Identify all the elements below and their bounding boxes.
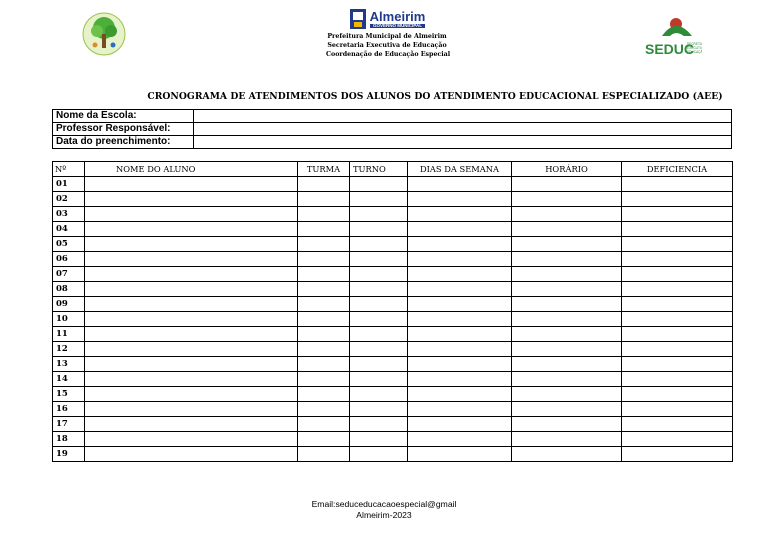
disability-cell[interactable] [622, 282, 733, 297]
row-number: 01 [53, 177, 85, 192]
disability-cell[interactable] [622, 207, 733, 222]
col-header-student-name: NOME DO ALUNO [85, 162, 298, 177]
class-cell[interactable] [298, 297, 350, 312]
weekdays-cell[interactable] [408, 387, 512, 402]
shift-cell[interactable] [350, 402, 408, 417]
weekdays-cell[interactable] [408, 282, 512, 297]
student-name-cell[interactable] [85, 327, 298, 342]
school-name-row [53, 110, 732, 123]
shift-cell[interactable] [350, 222, 408, 237]
shift-cell[interactable] [350, 282, 408, 297]
time-cell[interactable] [512, 417, 622, 432]
time-cell[interactable] [512, 327, 622, 342]
disability-cell[interactable] [622, 387, 733, 402]
table-row [53, 402, 733, 417]
table-row [53, 327, 733, 342]
time-cell[interactable] [512, 252, 622, 267]
table-row [53, 192, 733, 207]
disability-cell[interactable] [622, 357, 733, 372]
weekdays-cell[interactable] [408, 297, 512, 312]
weekdays-cell[interactable] [408, 372, 512, 387]
shift-cell[interactable] [350, 432, 408, 447]
table-row [53, 432, 733, 447]
table-row [53, 342, 733, 357]
disability-cell[interactable] [622, 237, 733, 252]
row-number: 12 [53, 342, 85, 357]
class-cell[interactable] [298, 312, 350, 327]
weekdays-cell[interactable] [408, 222, 512, 237]
student-name-cell[interactable] [85, 372, 298, 387]
student-name-cell[interactable] [85, 267, 298, 282]
table-row [53, 267, 733, 282]
class-cell[interactable] [298, 222, 350, 237]
shift-cell[interactable] [350, 327, 408, 342]
disability-cell[interactable] [622, 432, 733, 447]
time-cell[interactable] [512, 237, 622, 252]
row-number: 09 [53, 297, 85, 312]
svg-text:EDUCAÇÃO: EDUCAÇ [687, 50, 701, 54]
time-cell[interactable] [512, 297, 622, 312]
header-line-prefeitura: Prefeitura Municipal de Almeirim [327, 33, 447, 40]
shift-cell[interactable] [350, 207, 408, 222]
student-name-cell[interactable] [85, 432, 298, 447]
class-cell[interactable] [298, 267, 350, 282]
row-number: 03 [53, 207, 85, 222]
disability-cell[interactable] [622, 327, 733, 342]
row-number: 14 [53, 372, 85, 387]
student-name-cell[interactable] [85, 402, 298, 417]
table-row [53, 207, 733, 222]
disability-cell[interactable] [622, 342, 733, 357]
time-cell[interactable] [512, 357, 622, 372]
table-row [53, 387, 733, 402]
disability-cell[interactable] [622, 402, 733, 417]
tree-logo [82, 12, 126, 56]
time-cell[interactable] [512, 312, 622, 327]
disability-cell[interactable] [622, 312, 733, 327]
student-name-cell[interactable] [85, 357, 298, 372]
svg-text:EXECUTIVA: EXECUTI [687, 46, 701, 50]
institution-header [326, 6, 451, 59]
weekdays-cell[interactable] [408, 402, 512, 417]
brand-subtitle: GOVERNO MUNICIPAL [370, 24, 426, 29]
shift-cell[interactable] [350, 177, 408, 192]
student-name-cell[interactable] [85, 387, 298, 402]
col-header-number: Nº [53, 162, 85, 177]
weekdays-cell[interactable] [408, 417, 512, 432]
student-name-cell[interactable] [85, 447, 298, 462]
col-header-disability: DEFICIENCIA [622, 162, 733, 177]
teacher-row [53, 123, 732, 136]
disability-cell[interactable] [622, 447, 733, 462]
col-header-shift: TURNO [350, 162, 408, 177]
time-cell[interactable] [512, 447, 622, 462]
disability-cell[interactable] [622, 192, 733, 207]
document-title: CRONOGRAMA DE ATENDIMENTOS DOS ALUNOS DO ATENDIMENTO EDUCACIONAL ESPECIALIZADO (AEE) [147, 91, 723, 102]
disability-cell[interactable] [622, 267, 733, 282]
teacher-label: Professor Responsável: [53, 123, 194, 136]
footer-place-year: Almeirim-2023 [356, 510, 412, 520]
table-row [53, 417, 733, 432]
school-name-label: Nome da Escola: [53, 110, 194, 123]
class-cell[interactable] [298, 387, 350, 402]
time-cell[interactable] [512, 177, 622, 192]
student-name-cell[interactable] [85, 207, 298, 222]
student-name-cell[interactable] [85, 177, 298, 192]
time-cell[interactable] [512, 342, 622, 357]
school-info-table [52, 109, 732, 149]
class-cell[interactable] [298, 237, 350, 252]
class-cell[interactable] [298, 192, 350, 207]
row-number: 06 [53, 252, 85, 267]
time-cell[interactable] [512, 432, 622, 447]
class-cell[interactable] [298, 402, 350, 417]
disability-cell[interactable] [622, 177, 733, 192]
time-cell[interactable] [512, 267, 622, 282]
table-row [53, 297, 733, 312]
class-cell[interactable] [298, 327, 350, 342]
header-line-secretaria: Secretaria Executiva de Educação [327, 42, 447, 49]
row-number: 10 [53, 312, 85, 327]
table-row [53, 222, 733, 237]
class-cell[interactable] [298, 207, 350, 222]
class-cell[interactable] [298, 447, 350, 462]
teacher-field[interactable] [194, 123, 732, 136]
fill-date-field[interactable] [194, 136, 732, 149]
shift-cell[interactable] [350, 252, 408, 267]
time-cell[interactable] [512, 372, 622, 387]
class-cell[interactable] [298, 417, 350, 432]
building-icon [349, 8, 367, 30]
class-cell[interactable] [298, 432, 350, 447]
table-row [53, 282, 733, 297]
time-cell[interactable] [512, 387, 622, 402]
shift-cell[interactable] [350, 342, 408, 357]
student-name-cell[interactable] [85, 342, 298, 357]
row-number: 15 [53, 387, 85, 402]
time-cell[interactable] [512, 402, 622, 417]
disability-cell[interactable] [622, 417, 733, 432]
table-row [53, 447, 733, 462]
shift-cell[interactable] [350, 372, 408, 387]
weekdays-cell[interactable] [408, 342, 512, 357]
student-name-cell[interactable] [85, 312, 298, 327]
row-number: 04 [53, 222, 85, 237]
row-number: 16 [53, 402, 85, 417]
row-number: 02 [53, 192, 85, 207]
shift-cell[interactable] [350, 447, 408, 462]
table-row [53, 252, 733, 267]
weekdays-cell[interactable] [408, 432, 512, 447]
disability-cell[interactable] [622, 252, 733, 267]
time-cell[interactable] [512, 192, 622, 207]
shift-cell[interactable] [350, 387, 408, 402]
col-header-weekdays: DIAS DA SEMANA [408, 162, 512, 177]
weekdays-cell[interactable] [408, 357, 512, 372]
weekdays-cell[interactable] [408, 192, 512, 207]
fill-date-row [53, 136, 732, 149]
row-number: 13 [53, 357, 85, 372]
time-cell[interactable] [512, 207, 622, 222]
school-name-field[interactable] [194, 110, 732, 123]
weekdays-cell[interactable] [408, 267, 512, 282]
table-row [53, 372, 733, 387]
table-row [53, 177, 733, 192]
disability-cell[interactable] [622, 222, 733, 237]
footer-email: Email:seduceducacaoespecial@gmail [311, 499, 457, 509]
weekdays-cell[interactable] [408, 177, 512, 192]
shift-cell[interactable] [350, 267, 408, 282]
shift-cell[interactable] [350, 357, 408, 372]
weekdays-cell[interactable] [408, 237, 512, 252]
row-number: 19 [53, 447, 85, 462]
time-cell[interactable] [512, 222, 622, 237]
table-row [53, 312, 733, 327]
weekdays-cell[interactable] [408, 312, 512, 327]
shift-cell[interactable] [350, 297, 408, 312]
weekdays-cell[interactable] [408, 207, 512, 222]
header-line-coordenacao: Coordenação de Educação Especial [326, 51, 451, 58]
col-header-class: TURMA [298, 162, 350, 177]
class-cell[interactable] [298, 177, 350, 192]
shift-cell[interactable] [350, 237, 408, 252]
shift-cell[interactable] [350, 417, 408, 432]
student-schedule-table [52, 161, 733, 462]
student-name-cell[interactable] [85, 252, 298, 267]
student-name-cell[interactable] [85, 237, 298, 252]
seduc-logo-text: SEDUC [645, 41, 695, 57]
fill-date-label: Data do preenchimento: [53, 136, 194, 149]
seduc-logo [642, 14, 702, 60]
col-header-time: HORÁRIO [512, 162, 622, 177]
row-number: 18 [53, 432, 85, 447]
student-name-cell[interactable] [85, 282, 298, 297]
time-cell[interactable] [512, 282, 622, 297]
class-cell[interactable] [298, 342, 350, 357]
brand-logo [326, 6, 448, 32]
row-number: 17 [53, 417, 85, 432]
brand-name: Almeirim [369, 8, 426, 24]
row-number: 11 [53, 327, 85, 342]
shift-cell[interactable] [350, 312, 408, 327]
table-row [53, 357, 733, 372]
shift-cell[interactable] [350, 192, 408, 207]
student-name-cell[interactable] [85, 297, 298, 312]
table-header-row [53, 162, 733, 177]
row-number: 07 [53, 267, 85, 282]
weekdays-cell[interactable] [408, 447, 512, 462]
student-name-cell[interactable] [85, 192, 298, 207]
row-number: 08 [53, 282, 85, 297]
table-row [53, 237, 733, 252]
class-cell[interactable] [298, 357, 350, 372]
class-cell[interactable] [298, 372, 350, 387]
student-name-cell[interactable] [85, 222, 298, 237]
row-number: 05 [53, 237, 85, 252]
class-cell[interactable] [298, 252, 350, 267]
disability-cell[interactable] [622, 372, 733, 387]
weekdays-cell[interactable] [408, 252, 512, 267]
disability-cell[interactable] [622, 297, 733, 312]
svg-text:SECRETARIA: SECRETA [687, 42, 702, 46]
student-name-cell[interactable] [85, 417, 298, 432]
class-cell[interactable] [298, 282, 350, 297]
weekdays-cell[interactable] [408, 327, 512, 342]
